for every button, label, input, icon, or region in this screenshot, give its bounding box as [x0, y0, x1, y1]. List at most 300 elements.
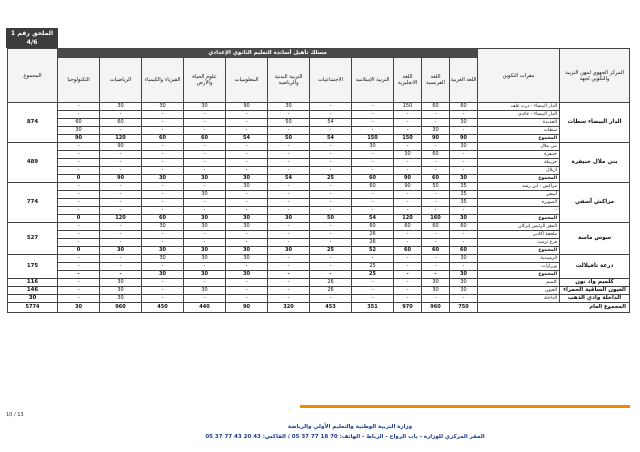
table-cell: - — [268, 255, 310, 263]
table-cell: - — [184, 207, 226, 215]
table-cell: - — [394, 127, 422, 135]
site-name: المقر الرئيس إنزكان — [478, 223, 560, 231]
table-cell: - — [184, 159, 226, 167]
table-cell: 60 — [394, 223, 422, 231]
table-cell: 30 — [184, 287, 226, 295]
region-name: الدار البيضاء سطات — [560, 103, 630, 143]
table-cell: 90 — [100, 143, 142, 151]
grand-total-cell: 90 — [226, 303, 268, 313]
site-name: سطات — [478, 127, 560, 135]
table-cell: - — [394, 279, 422, 287]
table-cell: - — [422, 255, 450, 263]
table-cell: - — [422, 295, 450, 303]
subject-header: التربية البدنية والرياضية — [268, 58, 310, 103]
table-cell: - — [100, 231, 142, 239]
table-cell: - — [352, 191, 394, 199]
table-cell: - — [268, 271, 310, 279]
ministry-address: المقر المركزي للوزارة - باب الرواح - الرباط - الهاتف: 70 18 77 37 05 / الفاكس: 43 20 43 77 37 05 — [205, 434, 485, 440]
table-cell: 60 — [422, 103, 450, 111]
table-cell: - — [310, 295, 352, 303]
table-cell: - — [268, 287, 310, 295]
table-cell: - — [184, 279, 226, 287]
table-cell: - — [100, 167, 142, 175]
table-cell: - — [352, 111, 394, 119]
table-row — [8, 127, 630, 135]
table-row — [8, 231, 630, 239]
table-cell: - — [142, 143, 184, 151]
subject-header: الرياضيات — [100, 58, 142, 103]
table-cell: 30 — [450, 119, 478, 127]
table-cell: - — [422, 263, 450, 271]
table-cell: - — [58, 103, 100, 111]
table-row — [8, 207, 630, 215]
table-cell: 60 — [450, 103, 478, 111]
table-cell: 30 — [268, 215, 310, 223]
annex-label: الملحق رقم 1 — [10, 30, 54, 37]
table-cell: 30 — [184, 103, 226, 111]
table-cell: - — [184, 143, 226, 151]
table-cell: - — [352, 103, 394, 111]
table-cell: - — [58, 279, 100, 287]
table-row — [8, 103, 630, 111]
table-cell: - — [422, 239, 450, 247]
table-cell: - — [422, 143, 450, 151]
table-cell: 30 — [184, 255, 226, 263]
ministry-name: وزارة التربية الوطنية والتعليم الأولي والرياضة — [287, 424, 413, 430]
site-name: ملحقة أكادير — [478, 231, 560, 239]
table-cell: 60 — [450, 223, 478, 231]
table-cell: 30 — [226, 215, 268, 223]
table-cell: 26 — [352, 239, 394, 247]
table-cell: - — [268, 159, 310, 167]
table-cell: - — [184, 239, 226, 247]
table-cell: 30 — [184, 223, 226, 231]
table-cell: - — [184, 127, 226, 135]
table-cell: - — [226, 295, 268, 303]
table-cell: - — [422, 271, 450, 279]
table-cell: - — [268, 231, 310, 239]
table-cell: 50 — [268, 135, 310, 143]
table-cell: 30 — [450, 143, 478, 151]
table-cell: 30 — [142, 223, 184, 231]
table-cell: - — [310, 151, 352, 159]
annex-page: 4/6 — [26, 39, 38, 46]
grand-total-cell: 453 — [310, 303, 352, 313]
table-cell: 60 — [142, 135, 184, 143]
site-name: الداخلة — [478, 295, 560, 303]
region-name: سوس ماسة — [560, 223, 630, 255]
table-cell: - — [142, 287, 184, 295]
table-cell: - — [58, 223, 100, 231]
table-cell: 25 — [352, 271, 394, 279]
region-name: الداخلة وادي الذهب — [560, 295, 630, 303]
table-cell: 30 — [184, 191, 226, 199]
table-cell: - — [450, 111, 478, 119]
grand-total-cell: 750 — [450, 303, 478, 313]
site-name: أزيلال — [478, 167, 560, 175]
table-cell: 120 — [100, 135, 142, 143]
table-cell: - — [310, 223, 352, 231]
site-name: الجديدة — [478, 119, 560, 127]
table-cell: - — [142, 263, 184, 271]
table-cell: 60 — [352, 175, 394, 183]
table-cell: 30 — [450, 215, 478, 223]
table-row — [8, 295, 630, 303]
table-cell: 52 — [352, 247, 394, 255]
table-cell: 90 — [100, 175, 142, 183]
program-title: مسلك تأهيل أساتذة التعليم الثانوي الإعدادي — [58, 49, 478, 58]
table-row — [8, 279, 630, 287]
table-cell: 60 — [422, 247, 450, 255]
subtotal-label: المجموع — [478, 175, 560, 183]
region-name: كلميم واد نون — [560, 279, 630, 287]
table-cell: - — [142, 199, 184, 207]
region-name: مراكش آسفي — [560, 183, 630, 223]
table-cell: - — [142, 167, 184, 175]
table-cell: - — [268, 143, 310, 151]
site-name: الصويرة — [478, 199, 560, 207]
grand-total-cell: 970 — [394, 303, 422, 313]
region-header: المركز الجهوي لمهن التربية والتكوين لجهة — [560, 49, 630, 103]
table-cell: - — [100, 159, 142, 167]
table-cell: - — [268, 191, 310, 199]
table-cell: - — [450, 167, 478, 175]
table-cell: - — [100, 111, 142, 119]
table-cell: - — [226, 111, 268, 119]
table-cell: - — [450, 231, 478, 239]
table-cell: 30 — [142, 175, 184, 183]
grand-total-value: 5774 — [8, 303, 58, 313]
table-cell: - — [100, 223, 142, 231]
table-cell: - — [352, 279, 394, 287]
page-number: 10 / 13 — [6, 412, 24, 418]
table-cell: - — [422, 119, 450, 127]
table-cell: 25 — [352, 263, 394, 271]
table-cell: 30 — [226, 255, 268, 263]
region-total: 527 — [8, 223, 58, 255]
table-cell: - — [58, 159, 100, 167]
table-cell: - — [58, 151, 100, 159]
table-cell: 30 — [184, 247, 226, 255]
table-cell: - — [184, 263, 226, 271]
table-cell: 90 — [226, 103, 268, 111]
table-row — [8, 175, 630, 183]
table-cell: - — [268, 263, 310, 271]
table-cell: - — [58, 255, 100, 263]
table-cell: - — [226, 143, 268, 151]
table-cell: - — [58, 191, 100, 199]
table-cell: - — [100, 271, 142, 279]
table-cell: 30 — [226, 271, 268, 279]
table-row — [8, 183, 630, 191]
table-row — [8, 271, 630, 279]
table-cell: - — [310, 199, 352, 207]
table-cell: - — [58, 239, 100, 247]
region-total: 146 — [8, 287, 58, 295]
table-cell: - — [394, 231, 422, 239]
table-cell: 30 — [352, 143, 394, 151]
table-cell: - — [184, 119, 226, 127]
table-cell: - — [310, 207, 352, 215]
table-cell: - — [142, 119, 184, 127]
table-cell: - — [268, 151, 310, 159]
table-cell: - — [142, 183, 184, 191]
table-cell: - — [58, 111, 100, 119]
table-cell: - — [310, 271, 352, 279]
table-cell: 90 — [394, 183, 422, 191]
table-row — [8, 247, 630, 255]
table-cell: 30 — [394, 151, 422, 159]
table-cell: - — [394, 287, 422, 295]
table-cell: - — [142, 207, 184, 215]
table-cell: - — [184, 111, 226, 119]
table-cell: - — [100, 207, 142, 215]
table-cell: 30 — [450, 271, 478, 279]
table-cell: 54 — [310, 135, 352, 143]
table-cell: - — [394, 159, 422, 167]
table-cell: - — [268, 295, 310, 303]
table-cell: - — [422, 167, 450, 175]
region-name: بني ملال خنيفرة — [560, 143, 630, 183]
table-cell: 30 — [450, 255, 478, 263]
table-cell: - — [394, 143, 422, 151]
subject-header: الاجتماعيات — [310, 58, 352, 103]
grand-total-cell: 351 — [352, 303, 394, 313]
table-cell: - — [58, 207, 100, 215]
table-cell: 30 — [450, 175, 478, 183]
table-cell: - — [268, 199, 310, 207]
table-cell: 26 — [310, 287, 352, 295]
table-cell: - — [394, 295, 422, 303]
table-cell: - — [422, 231, 450, 239]
table-cell: - — [226, 287, 268, 295]
table-cell: 30 — [142, 103, 184, 111]
table-cell: - — [58, 199, 100, 207]
table-cell: - — [450, 295, 478, 303]
table-cell: 30 — [226, 223, 268, 231]
table-cell: - — [394, 119, 422, 127]
table-cell: 0 — [58, 215, 100, 223]
table-row — [8, 287, 630, 295]
table-cell: - — [58, 295, 100, 303]
table-row — [8, 151, 630, 159]
table-cell: - — [422, 191, 450, 199]
site-name: خريبكة — [478, 159, 560, 167]
table-cell: - — [310, 111, 352, 119]
table-cell: - — [142, 111, 184, 119]
table-cell: - — [310, 127, 352, 135]
grand-total-cell: 960 — [422, 303, 450, 313]
table-cell: - — [352, 207, 394, 215]
table-row — [8, 111, 630, 119]
table-cell: - — [310, 159, 352, 167]
table-row — [8, 215, 630, 223]
table-cell: 60 — [422, 151, 450, 159]
table-cell: - — [422, 111, 450, 119]
subject-header: اللغة الانجليزية — [394, 58, 422, 103]
table-cell: - — [100, 191, 142, 199]
table-cell: 30 — [184, 215, 226, 223]
table-cell: 120 — [394, 215, 422, 223]
table-cell: - — [310, 263, 352, 271]
region-total: 30 — [8, 295, 58, 303]
table-cell: - — [450, 207, 478, 215]
subject-header: التكنولوجيا — [58, 58, 100, 103]
table-cell: - — [142, 191, 184, 199]
table-cell: - — [226, 231, 268, 239]
table-cell: 26 — [352, 231, 394, 239]
table-cell: 30 — [450, 287, 478, 295]
table-cell: 30 — [100, 295, 142, 303]
table-cell: - — [268, 279, 310, 287]
table-cell: - — [422, 199, 450, 207]
table-cell: 150 — [394, 103, 422, 111]
table-cell: - — [352, 159, 394, 167]
table-cell: 25 — [310, 175, 352, 183]
table-cell: 60 — [352, 223, 394, 231]
table-cell: - — [450, 159, 478, 167]
grand-total-label: المجموع العام — [478, 303, 630, 313]
table-cell: - — [394, 111, 422, 119]
table-cell: 50 — [422, 183, 450, 191]
table-cell: - — [310, 167, 352, 175]
table-cell: - — [310, 143, 352, 151]
subject-header: الفيزياء والكيمياء — [142, 58, 184, 103]
site-name: العيون — [478, 287, 560, 295]
table-cell: - — [352, 127, 394, 135]
table-cell: 30 — [422, 287, 450, 295]
table-cell: 60 — [394, 247, 422, 255]
table-cell: - — [268, 127, 310, 135]
table-cell: - — [268, 207, 310, 215]
table-cell: 30 — [100, 247, 142, 255]
table-cell: 30 — [142, 271, 184, 279]
table-cell: 0 — [58, 175, 100, 183]
table-cell: 30 — [226, 183, 268, 191]
site-name: مراكش - ابن رشد — [478, 183, 560, 191]
table-cell: - — [100, 263, 142, 271]
site-header: مقرات التكوين — [478, 49, 560, 103]
subtotal-label: المجموع — [478, 247, 560, 255]
table-cell: - — [184, 295, 226, 303]
table-cell: 30 — [100, 103, 142, 111]
table-cell: - — [142, 127, 184, 135]
table-cell: - — [352, 255, 394, 263]
table-cell: - — [226, 199, 268, 207]
table-cell: - — [394, 191, 422, 199]
annex-badge — [6, 28, 58, 48]
table-cell: - — [226, 167, 268, 175]
table-cell: 30 — [268, 247, 310, 255]
site-name: الدار البيضاء - درب غلف — [478, 103, 560, 111]
table-cell: - — [226, 119, 268, 127]
table-cell: - — [100, 127, 142, 135]
table-cell: 150 — [352, 135, 394, 143]
grand-total-cell: 450 — [142, 303, 184, 313]
table-cell: - — [226, 279, 268, 287]
table-cell: - — [268, 239, 310, 247]
table-row — [8, 263, 630, 271]
table-cell: - — [422, 159, 450, 167]
table-cell: - — [310, 239, 352, 247]
table-cell: - — [100, 239, 142, 247]
table-cell: - — [450, 151, 478, 159]
region-total: 175 — [8, 255, 58, 279]
table-cell: - — [58, 143, 100, 151]
table-cell: - — [226, 159, 268, 167]
table-cell: - — [58, 183, 100, 191]
subtotal-label: المجموع — [478, 215, 560, 223]
table-row — [8, 191, 630, 199]
grand-total-row — [8, 303, 630, 313]
table-cell: - — [394, 199, 422, 207]
table-cell: 30 — [450, 279, 478, 287]
site-name: الدار البيضاء - عائدي — [478, 111, 560, 119]
table-cell: - — [184, 151, 226, 159]
grand-total-cell: 960 — [100, 303, 142, 313]
site-name: بني ملال — [478, 143, 560, 151]
table-cell: 160 — [422, 215, 450, 223]
table-row — [8, 223, 630, 231]
grand-total-cell: 440 — [184, 303, 226, 313]
table-cell: - — [142, 231, 184, 239]
table-cell: 30 — [422, 127, 450, 135]
table-cell: - — [58, 287, 100, 295]
table-cell: - — [184, 167, 226, 175]
table-cell: - — [100, 255, 142, 263]
table-cell: - — [394, 271, 422, 279]
grand-total-cell: 320 — [268, 303, 310, 313]
region-name: العيون الساقية الحمراء — [560, 287, 630, 295]
table-cell: - — [352, 287, 394, 295]
table-cell: 60 — [100, 119, 142, 127]
table-cell: - — [142, 295, 184, 303]
table-cell: - — [352, 295, 394, 303]
site-name: الرشيدية — [478, 255, 560, 263]
table-cell: - — [450, 239, 478, 247]
table-cell: 60 — [184, 135, 226, 143]
table-cell: 30 — [226, 175, 268, 183]
table-cell: - — [310, 191, 352, 199]
table-cell: 30 — [142, 255, 184, 263]
table-cell: - — [352, 119, 394, 127]
allocation-table — [7, 48, 630, 313]
table-cell: 60 — [142, 215, 184, 223]
table-cell: 30 — [58, 127, 100, 135]
grand-total-cell: 30 — [58, 303, 100, 313]
table-cell: 54 — [226, 135, 268, 143]
table-cell: - — [268, 223, 310, 231]
table-cell: - — [226, 151, 268, 159]
site-name: - — [478, 207, 560, 215]
region-total: 774 — [8, 183, 58, 223]
table-cell: 90 — [422, 135, 450, 143]
region-total: 489 — [8, 143, 58, 183]
region-total: 116 — [8, 279, 58, 287]
table-cell: 30 — [268, 103, 310, 111]
table-cell: 90 — [58, 135, 100, 143]
table-row — [8, 143, 630, 151]
table-cell: - — [310, 183, 352, 191]
table-cell: - — [142, 239, 184, 247]
subject-header: علوم الحياة والأرض — [184, 58, 226, 103]
table-cell: - — [310, 231, 352, 239]
table-cell: - — [58, 271, 100, 279]
table-cell: 26 — [310, 279, 352, 287]
subject-header: التربية الإسلامية — [352, 58, 394, 103]
table-cell: - — [58, 263, 100, 271]
table-cell: - — [100, 183, 142, 191]
